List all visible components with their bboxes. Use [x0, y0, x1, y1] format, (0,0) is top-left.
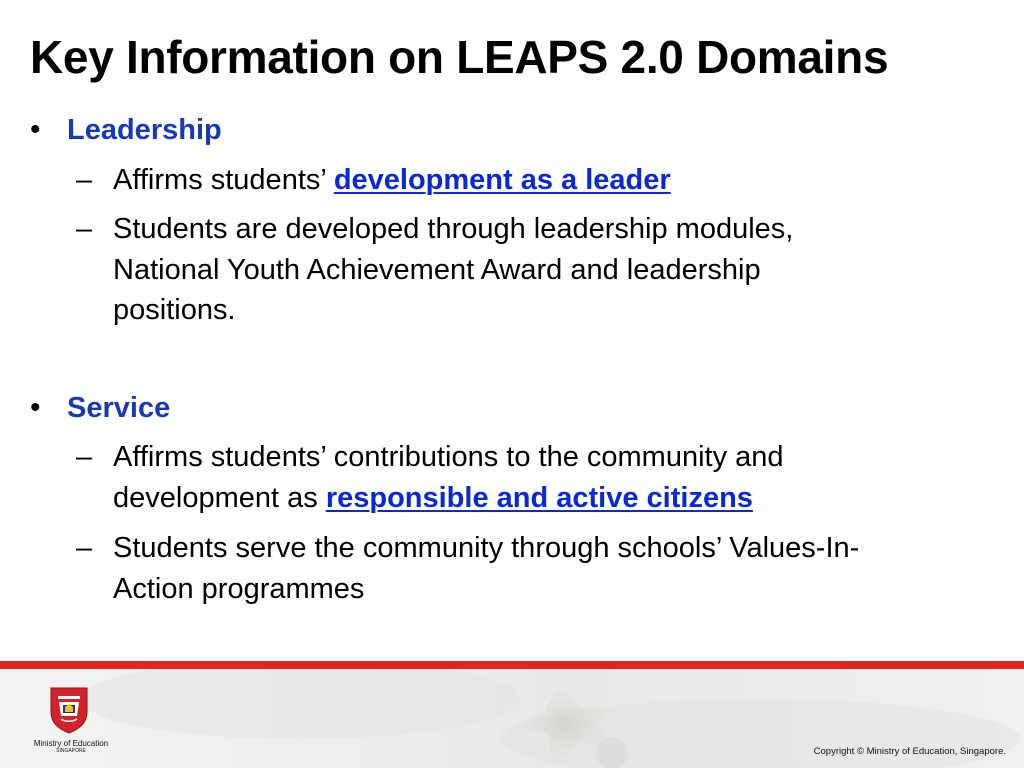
bullet-icon: • [30, 113, 41, 146]
service-item-1-line-2 [113, 478, 1013, 519]
copyright-notice: Copyright © Ministry of Education, Singapore. [813, 746, 1006, 757]
section-heading-service: Service [67, 392, 171, 424]
service-item-2-line-1: Students serve the community through schools’ Values-In- [113, 532, 860, 564]
dash-icon: – [76, 532, 93, 564]
logo-name: Ministry of Education [33, 739, 109, 748]
link-responsible-and-active-citizens[interactable]: responsible and active citizens [325, 481, 753, 514]
leadership-item-2-line-1: Students are developed through leadership modules, [113, 213, 794, 245]
moe-logo [30, 686, 112, 766]
service-item-2 [113, 528, 1013, 609]
leadership-item-2-line-3: positions. [113, 294, 236, 326]
dash-icon: – [76, 164, 93, 196]
section-heading-leadership: Leadership [67, 114, 222, 146]
slide-title: Key Information on LEAPS 2.0 Domains [30, 31, 889, 83]
service-item-1-line-1: Affirms students’ contributions to the community and [113, 441, 784, 473]
service-item-1-text: development as [113, 481, 326, 514]
leadership-item-1 [113, 160, 1013, 201]
service-item-2-line-2: Action programmes [113, 572, 365, 605]
leadership-item-1-text: Affirms students’ [113, 164, 334, 196]
link-development-as-a-leader[interactable]: development as a leader [333, 164, 671, 196]
leadership-item-2-line-2: National Youth Achievement Award and leadership [113, 253, 761, 286]
leadership-item-2 [113, 209, 1013, 331]
moe-crest-icon [49, 686, 89, 734]
bullet-icon: • [30, 391, 41, 424]
logo-subtitle: SINGAPORE [56, 748, 86, 754]
footer-accent-bar [0, 661, 1024, 669]
dash-icon: – [76, 213, 93, 245]
leadership-item-1-line [113, 160, 1013, 201]
dash-icon: – [76, 441, 93, 473]
service-item-1 [113, 437, 1013, 518]
